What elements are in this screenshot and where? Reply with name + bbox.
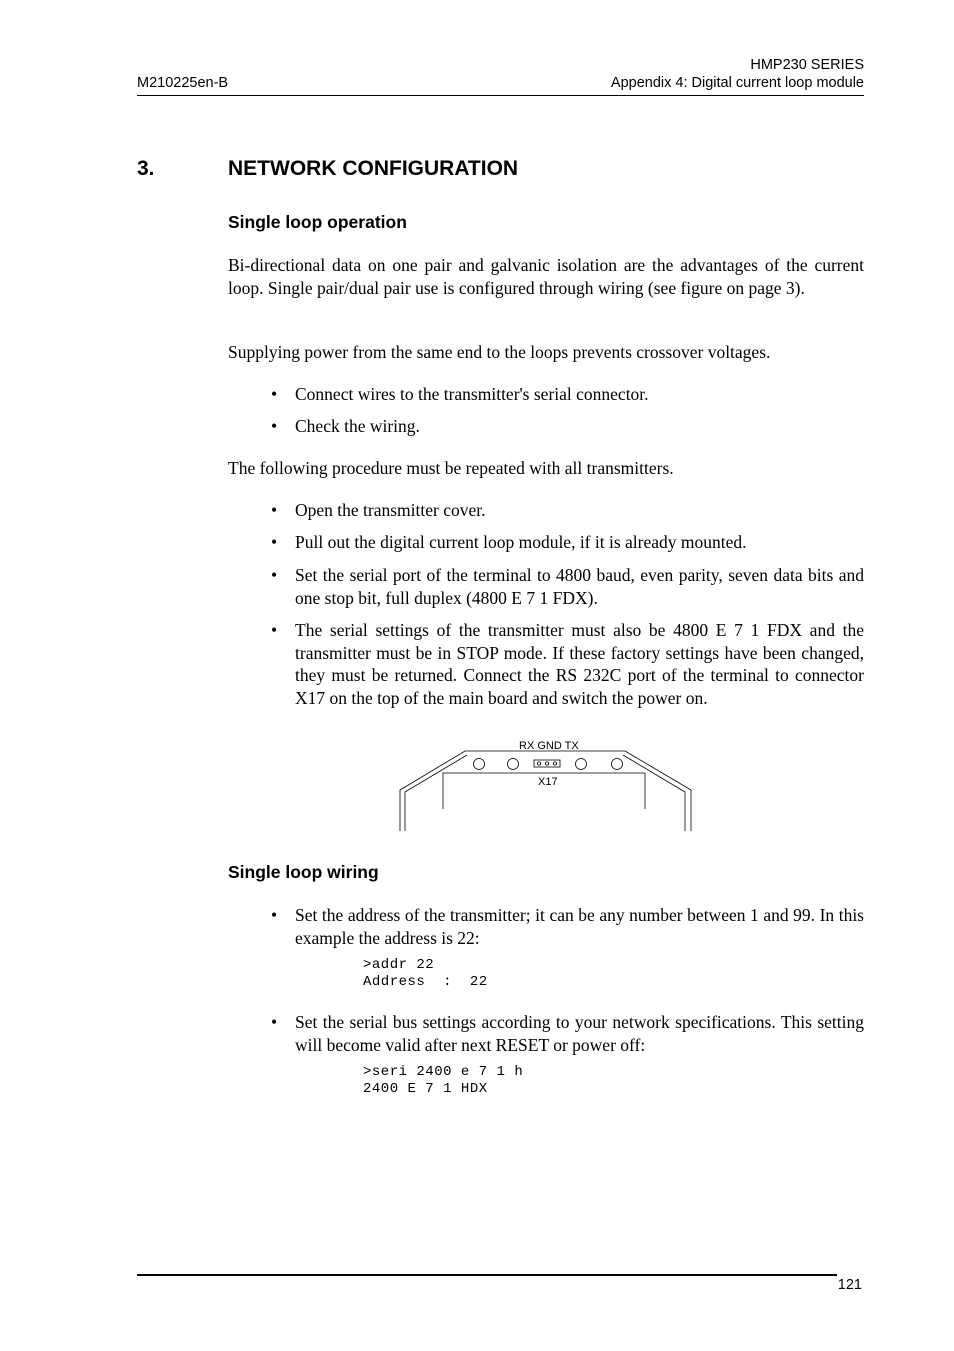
- bullet-dot: •: [271, 565, 278, 585]
- header-rule: [137, 95, 864, 96]
- bullet-dot: •: [271, 500, 278, 520]
- header-section: Appendix 4: Digital current loop module: [610, 75, 864, 91]
- page-number: 121: [837, 1277, 862, 1293]
- bullet-open-cover: Open the transmitter cover.: [295, 500, 486, 520]
- header-series: HMP230 SERIES: [750, 57, 864, 73]
- bullet-pull-out-module: Pull out the digital current loop module, if it is already mounted.: [295, 532, 747, 552]
- header-doc-id: M210225en-B: [137, 75, 229, 91]
- code-addr-command: >addr 22: [363, 957, 435, 973]
- bullet-serial-settings-transmitter: The serial settings of the transmitter must also be 4800 E 7 1 FDX and the transmitter must be in STOP mode. If these factory settings have been changed, they must be returned. Connect the RS 232C port of the terminal to connector X17 on the top of the main board and switch the power on.: [295, 620, 864, 708]
- paragraph-current-loop-advantages: Bi-directional data on one pair and galvanic isolation are the advantages of the current loop. Single pair/dual pair use is configured through wiring (see figure on page 3).: [228, 255, 864, 298]
- bullet-dot: •: [271, 384, 278, 404]
- bullet-dot: •: [271, 1012, 278, 1032]
- section-title: NETWORK CONFIGURATION: [228, 157, 519, 180]
- bullet-set-serial-port: Set the serial port of the terminal to 4800 baud, even parity, seven data bits and one stop bit, full duplex (4800 E 7 1 FDX).: [295, 565, 864, 608]
- bullet-dot: •: [271, 620, 278, 640]
- bullet-dot: •: [271, 532, 278, 552]
- footer-rule: [137, 1274, 837, 1276]
- subheading-single-loop-wiring: Single loop wiring: [228, 862, 379, 882]
- bullet-serial-bus-settings: Set the serial bus settings according to your network specifications. This setting will become valid after next RESET or power off:: [295, 1012, 864, 1055]
- code-seri-command: >seri 2400 e 7 1 h: [363, 1064, 524, 1080]
- code-addr-response: Address : 22: [363, 974, 488, 990]
- connector-label: X17: [538, 776, 558, 788]
- bullet-dot: •: [271, 416, 278, 436]
- bullet-check-wiring: Check the wiring.: [295, 416, 420, 436]
- connector-figure: [395, 738, 695, 833]
- pin-label: RX GND TX: [519, 740, 579, 752]
- bullet-connect-wires: Connect wires to the transmitter's serial connector.: [295, 384, 649, 404]
- section-number: 3.: [137, 157, 155, 180]
- bullet-set-address: Set the address of the transmitter; it can be any number between 1 and 99. In this example the address is 22:: [295, 905, 864, 948]
- subheading-single-loop-operation: Single loop operation: [228, 212, 407, 232]
- paragraph-supplying-power: Supplying power from the same end to the loops prevents crossover voltages.: [228, 342, 771, 362]
- bullet-dot: •: [271, 905, 278, 925]
- paragraph-following-procedure: The following procedure must be repeated with all transmitters.: [228, 458, 674, 478]
- code-seri-response: 2400 E 7 1 HDX: [363, 1081, 488, 1097]
